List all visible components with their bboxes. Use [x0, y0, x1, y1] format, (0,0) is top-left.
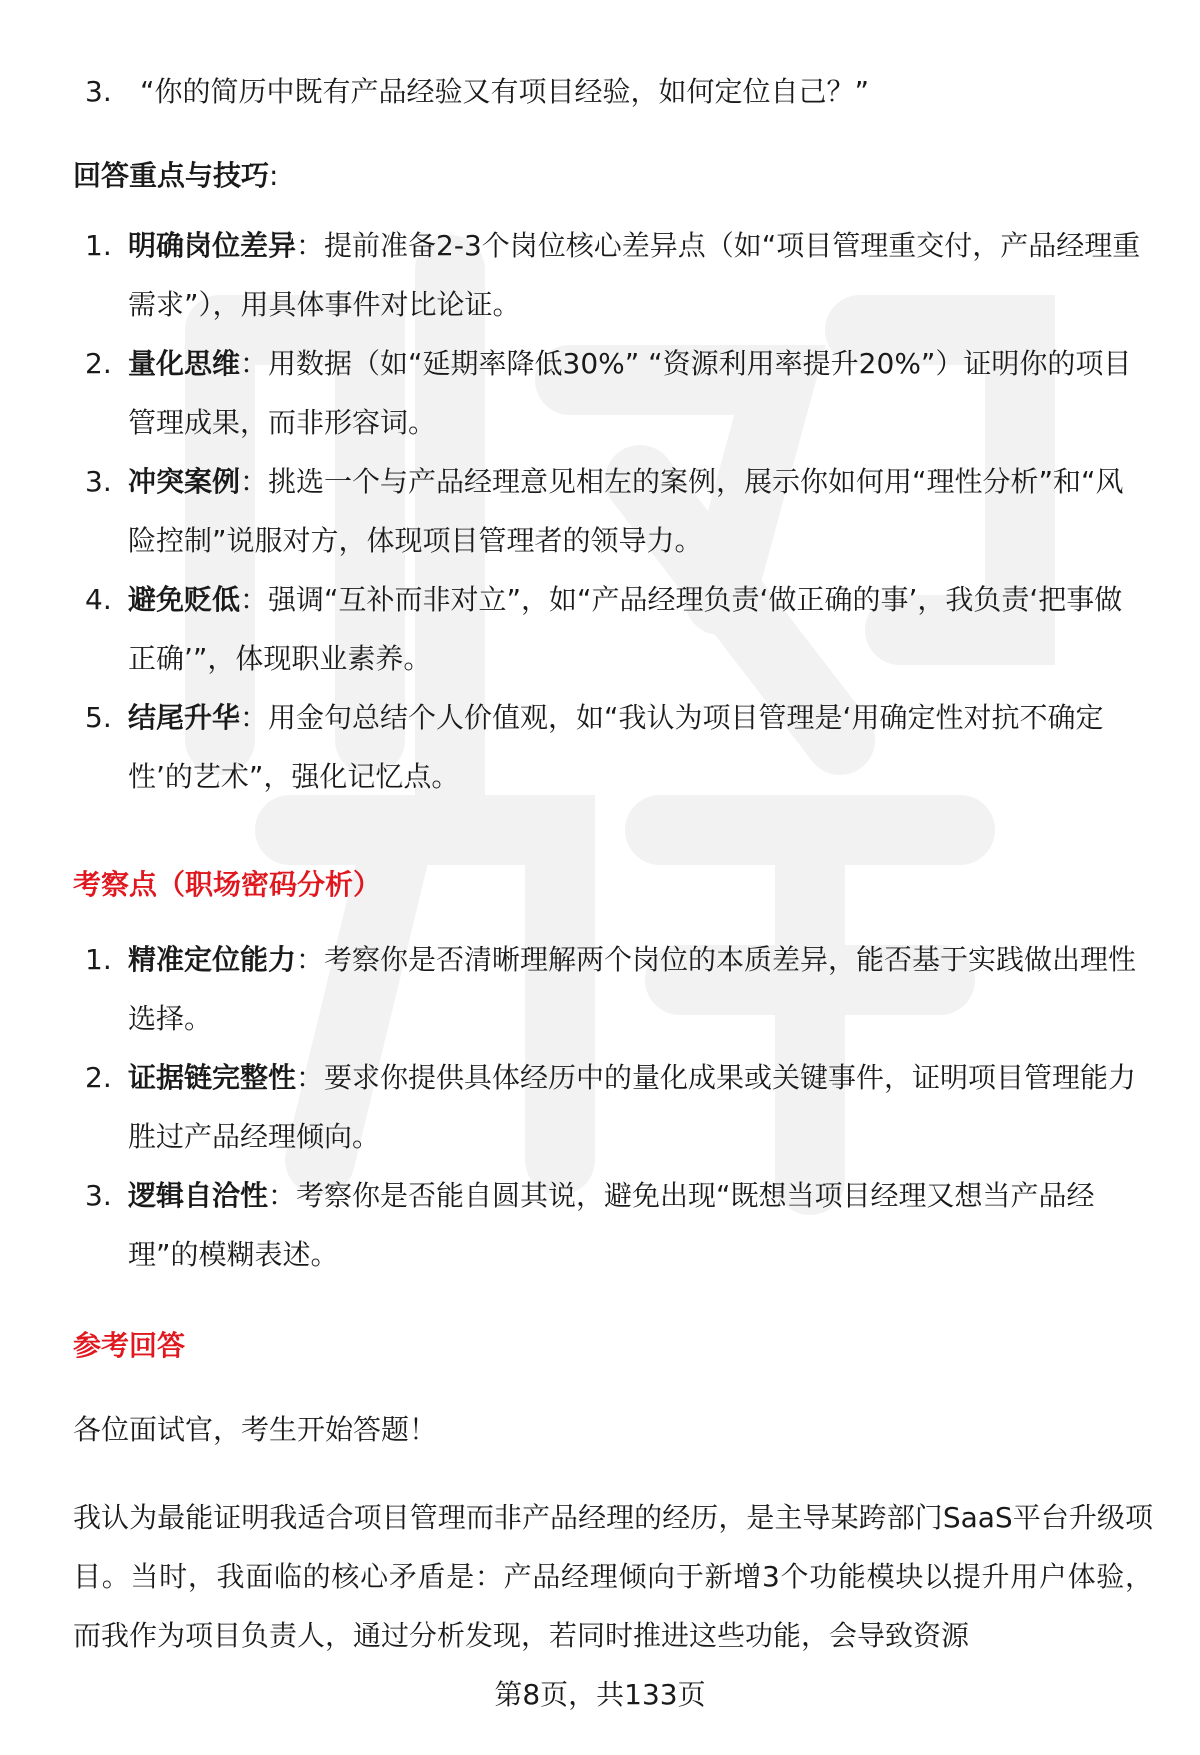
tip-item: 3. 冲突案例：挑选一个与产品经理意见相左的案例，展示你如何用“理性分析”和“风险控制”说服对方，体现项目管理者的领导力。 — [85, 465, 1124, 557]
tip-item: 1. 明确岗位差异：提前准备2-3个岗位核心差异点（如“项目管理重交付，产品经理重需求”），用具体事件对比论证。 — [85, 229, 1141, 321]
question-number: 3. — [85, 75, 112, 108]
tip-item: 4. 避免贬低：强调“互补而非对立”，如“产品经理负责‘做正确的事’，我负责‘把事做正确’”，体现职业素养。 — [85, 583, 1123, 675]
reference-paragraph: 我认为最能证明我适合项目管理而非产品经理的经历，是主导某跨部门SaaS平台升级项目。当时，我面临的核心矛盾是：产品经理倾向于新增3个功能模块以提升用户体验，而我作为项目负责人，通过分析发现，若同时推进这些功能，会导致资源 — [73, 1501, 1153, 1652]
exam-point-item: 1. 精准定位能力：考察你是否清晰理解两个岗位的本质差异，能否基于实践做出理性选择。 — [85, 943, 1137, 1035]
tips-list — [73, 216, 1148, 806]
exam-point-item: 2. 证据链完整性：要求你提供具体经历中的量化成果或关键事件，证明项目管理能力胜过产品经理倾向。 — [85, 1061, 1137, 1153]
question-3 — [85, 62, 869, 121]
exam-points-heading: 考察点（职场密码分析） — [73, 868, 382, 901]
tips-heading: 回答重点与技巧: — [73, 159, 279, 192]
reference-greeting: 各位面试官，考生开始答题！ — [73, 1413, 438, 1446]
page-number-footer: 第8页，共133页 — [494, 1678, 706, 1711]
tip-item: 2. 量化思维：用数据（如“延期率降低30%” “资源利用率提升20%”）证明你的项目管理成果，而非形容词。 — [85, 347, 1132, 439]
exam-points-list — [73, 930, 1148, 1284]
question-text: “你的简历中既有产品经验又有项目经验，如何定位自己？” — [140, 75, 870, 108]
tip-item: 5. 结尾升华：用金句总结个人价值观，如“我认为项目管理是‘用确定性对抗不确定性’的艺术”，强化记忆点。 — [85, 701, 1104, 793]
exam-point-item: 3. 逻辑自洽性：考察你是否能自圆其说，避免出现“既想当项目经理又想当产品经理”的模糊表述。 — [85, 1179, 1095, 1271]
reference-heading: 参考回答 — [73, 1329, 186, 1362]
